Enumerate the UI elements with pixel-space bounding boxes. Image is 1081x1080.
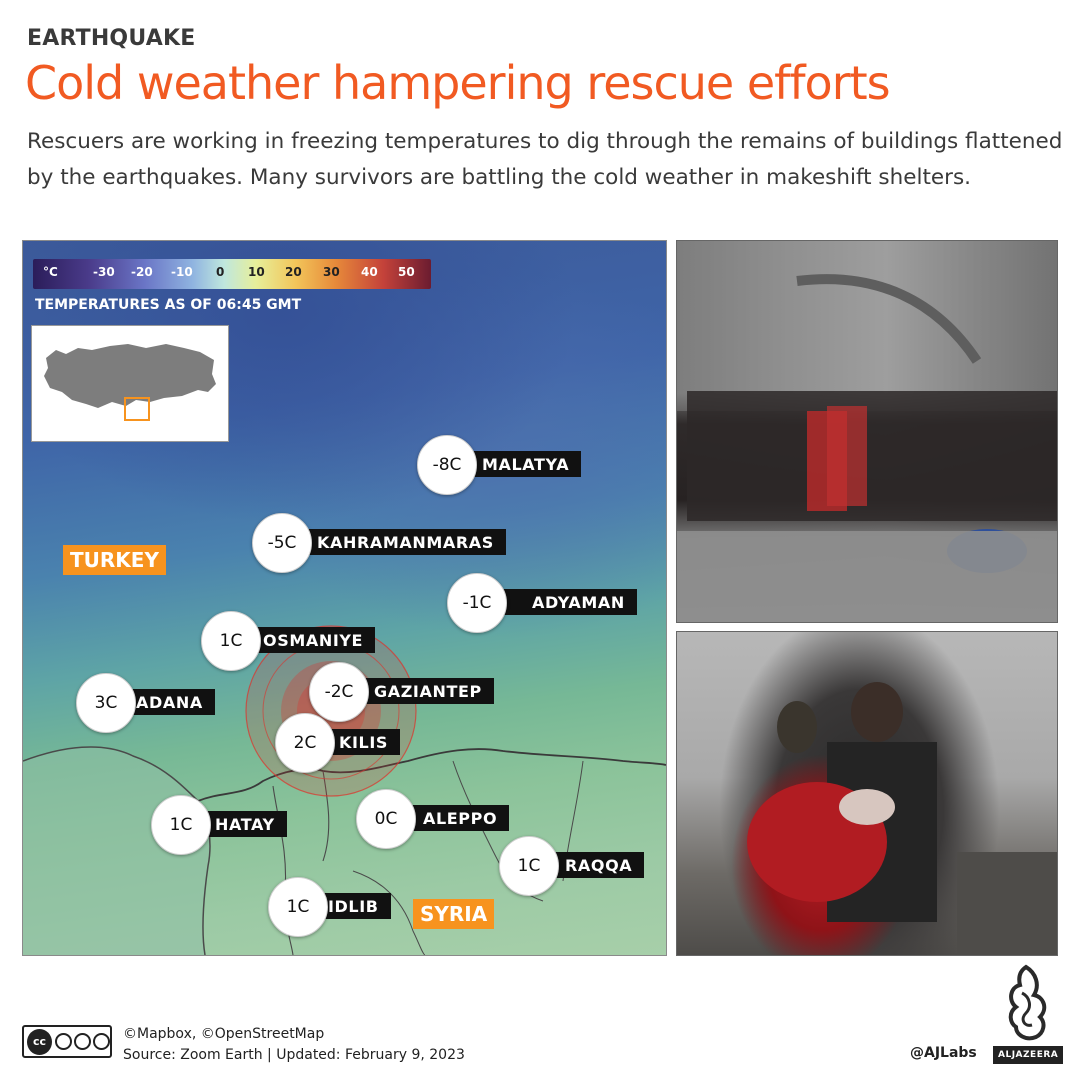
temperature-bubble: 3C bbox=[76, 673, 136, 733]
map-credits: ©Mapbox, ©OpenStreetMap bbox=[123, 1026, 325, 1042]
temperature-legend bbox=[33, 259, 431, 289]
ajlabs-handle: @AJLabs bbox=[910, 1045, 977, 1061]
city-label: ADYAMAN bbox=[487, 589, 637, 615]
temperature-bubble: -5C bbox=[252, 513, 312, 573]
temperature-bubble: 1C bbox=[201, 611, 261, 671]
legend-tick: -20 bbox=[131, 265, 153, 279]
rescuers-crowd-photo bbox=[676, 240, 1058, 623]
temperature-bubble: 1C bbox=[268, 877, 328, 937]
nc-icon bbox=[74, 1033, 91, 1050]
sa-icon bbox=[93, 1033, 110, 1050]
city-label: ALEPPO bbox=[396, 805, 509, 831]
legend-tick: 30 bbox=[323, 265, 340, 279]
by-icon bbox=[55, 1033, 72, 1050]
city-label: ADANA bbox=[116, 689, 215, 715]
country-label-turkey: TURKEY bbox=[63, 545, 166, 575]
temperature-bubble: -8C bbox=[417, 435, 477, 495]
cc-icon: cc bbox=[27, 1029, 52, 1055]
source-credits: Source: Zoom Earth | Updated: February 9, 2023 bbox=[123, 1047, 465, 1063]
temperature-bubble: 1C bbox=[151, 795, 211, 855]
turkey-outline bbox=[32, 326, 228, 441]
city-label: HATAY bbox=[191, 811, 287, 837]
headline: Cold weather hampering rescue efforts bbox=[25, 56, 890, 110]
city-label: IDLIB bbox=[308, 893, 391, 919]
photo-scene bbox=[677, 632, 1057, 955]
temperature-bubble: 0C bbox=[356, 789, 416, 849]
al-jazeera-wordmark: ALJAZEERA bbox=[993, 1046, 1063, 1064]
legend-tick: 0 bbox=[216, 265, 225, 279]
legend-unit: °C bbox=[43, 265, 58, 279]
temperature-bubble: 2C bbox=[275, 713, 335, 773]
city-label: KAHRAMANMARAS bbox=[292, 529, 506, 555]
credits bbox=[123, 1024, 465, 1066]
legend-tick: 20 bbox=[285, 265, 302, 279]
legend-tick: 10 bbox=[248, 265, 265, 279]
city-label: GAZIANTEP bbox=[349, 678, 494, 704]
city-label: RAQQA bbox=[539, 852, 644, 878]
legend-tick: 50 bbox=[398, 265, 415, 279]
photo-scene bbox=[677, 241, 1057, 622]
creative-commons-badge bbox=[22, 1025, 112, 1058]
legend-tick: -30 bbox=[93, 265, 115, 279]
turkey-locator-map bbox=[31, 325, 229, 442]
city-label: OSMANIYE bbox=[241, 627, 375, 653]
kicker: EARTHQUAKE bbox=[27, 26, 196, 51]
country-label-syria: SYRIA bbox=[413, 899, 494, 929]
city-label: MALATYA bbox=[457, 451, 581, 477]
temperature-bubble: 1C bbox=[499, 836, 559, 896]
al-jazeera-logo-icon bbox=[996, 963, 1058, 1043]
temperature-bubble: -2C bbox=[309, 662, 369, 722]
city-label: KILIS bbox=[315, 729, 400, 755]
temperatures-note: TEMPERATURES AS OF 06:45 GMT bbox=[35, 297, 302, 313]
legend-tick: 40 bbox=[361, 265, 378, 279]
temperature-map bbox=[22, 240, 667, 956]
rescuer-carrying-child-photo bbox=[676, 631, 1058, 956]
temperature-bubble: -1C bbox=[447, 573, 507, 633]
legend-tick: -10 bbox=[171, 265, 193, 279]
subtitle: Rescuers are working in freezing temperatures to dig through the remains of buildings flattened by the earthquakes. Many survivors are battling the cold weather in makeshift shelters. bbox=[27, 129, 1063, 190]
